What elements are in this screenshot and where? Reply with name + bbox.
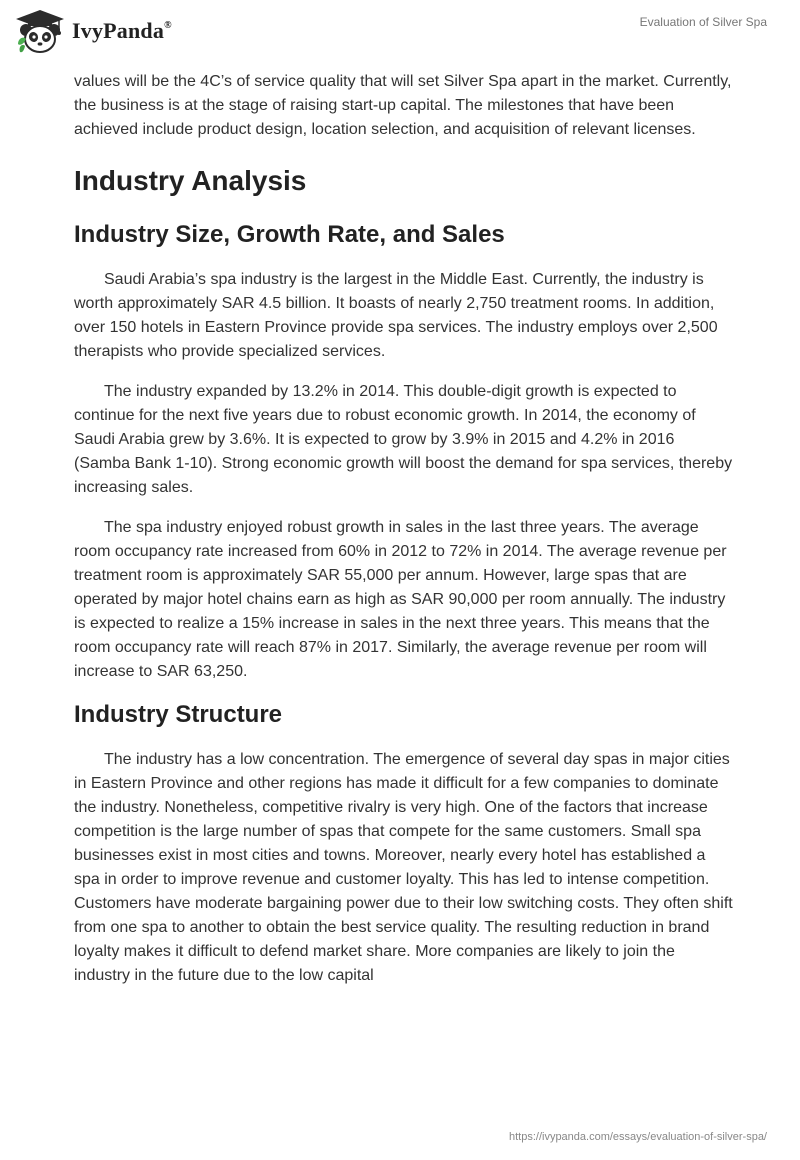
section-heading-industry-analysis: Industry Analysis <box>74 165 307 196</box>
subsection-heading-industry-structure: Industry Structure <box>74 701 283 728</box>
source-url[interactable]: https://ivypanda.com/essays/evaluation-of-silver-spa/ <box>508 1131 767 1143</box>
ivypanda-logo[interactable] <box>14 8 172 54</box>
paragraph-sales: The spa industry enjoyed robust growth in sales in the last three years. The average room occupancy rate increased from 60% in 2012 to 72% in 2014. The average revenue per treatment room is approximately SAR 55,000 per annum. However, large spas that are operated by major hotel chains earn as high as SAR 90,000 per room annually. The industry is expected to realize a 15% increase in sales in the next three years. This means that the room occupancy rate will reach 87% in 2017. Similarly, the average revenue per room will increase to SAR 63,250. <box>74 519 727 680</box>
paragraph-growth-rate: The industry expanded by 13.2% in 2014. This double-digit growth is expected to continue for the next five years due to robust economic growth. In 2014, the economy of Saudi Arabia grew by 3.6%. It is expected to grow by 3.9% in 2015 and 4.2% in 2016 (Samba Bank 1-10). Strong economic growth will boost the demand for spa services, thereby increasing sales. <box>74 383 733 496</box>
document-title: Evaluation of Silver Spa <box>639 15 767 29</box>
brand-name: IvyPanda® <box>72 18 172 43</box>
paragraph-industry-size: Saudi Arabia’s spa industry is the largest in the Middle East. Currently, the industry is worth approximately SAR 4.5 billion. It boasts of nearly 2,750 treatment rooms. In addition, over 150 hotels in Eastern Province provide spa services. The industry employs over 2,500 therapists who provide specialized services. <box>74 271 718 360</box>
intro-paragraph: values will be the 4C’s of service quality that will set Silver Spa apart in the market. Currently, the business is at the stage of raising start-up capital. The milestones that have been achieved include product design, location selection, and acquisition of relevant licenses. <box>74 73 732 138</box>
subsection-heading-size-growth-sales: Industry Size, Growth Rate, and Sales <box>74 221 505 248</box>
panda-graduate-icon <box>14 8 66 54</box>
article-body <box>74 70 734 1004</box>
page-header <box>0 0 800 60</box>
paragraph-industry-structure: The industry has a low concentration. The emergence of several day spas in major cities in Eastern Province and other regions has made it difficult for a few companies to dominate the industry. Nonetheless, competitive rivalry is very high. One of the factors that increase competition is the large number of spas that compete for the same customers. Small spa businesses exist in most cities and towns. Moreover, nearly every hotel has established a spa in order to improve revenue and customer loyalty. This has led to intense competition. Customers have moderate bargaining power due to their low switching costs. They often shift from one spa to another to obtain the best service quality. The resulting reduction in brand loyalty makes it difficult to defend market share. More companies are likely to join the industry in the future due to the low capital <box>74 751 733 984</box>
